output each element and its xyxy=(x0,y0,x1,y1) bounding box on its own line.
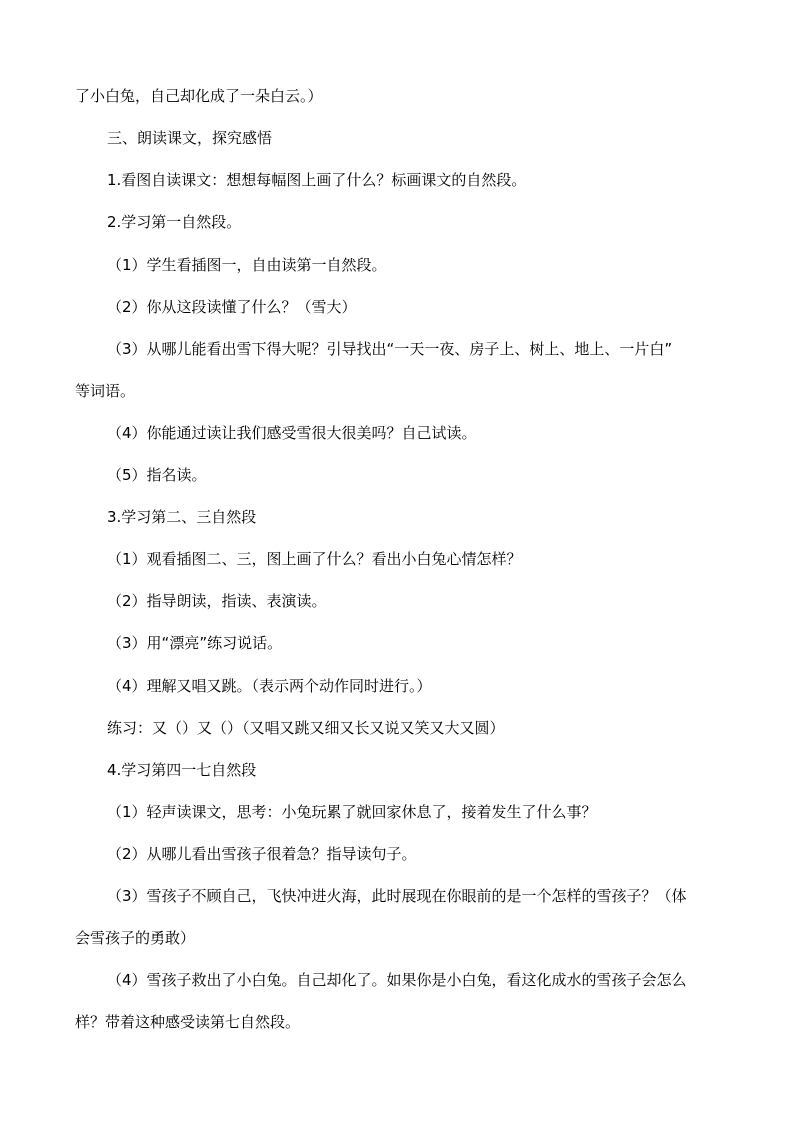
text-line: 了小白兔，自己却化成了一朵白云。） xyxy=(75,87,323,105)
text-line: （1）轻声读课文，思考：小兔玩累了就回家休息了，接着发生了什么事？ xyxy=(107,803,597,821)
text-line: （3）雪孩子不顾自己，飞快冲进火海，此时展现在你眼前的是一个怎样的雪孩子？（体 xyxy=(107,887,687,905)
text-line: （3）从哪儿能看出雪下得大呢？引导找出“一天一夜、房子上、树上、地上、一片白” xyxy=(107,340,673,358)
text-line: （2）从哪儿看出雪孩子很着急？指导读句子。 xyxy=(107,845,417,863)
exercise-line: 练习：又（）又（）（又唱又跳又细又长又说又笑又大又圆） xyxy=(107,719,505,737)
text-line: （2）指导朗读，指读、表演读。 xyxy=(107,592,327,610)
text-line: （2）你从这段读懂了什么？（雪大） xyxy=(107,298,357,316)
subsection-heading: 3.学习第二、三自然段 xyxy=(107,508,257,526)
text-line: （4）理解又唱又跳。（表示两个动作同时进行。） xyxy=(107,677,432,695)
text-line: （1）观看插图二、三，图上画了什么？看出小白兔心情怎样？ xyxy=(107,550,522,568)
text-line: 样？带着这种感受读第七自然段。 xyxy=(75,1013,301,1031)
section-heading: 三、朗读课文，探究感悟 xyxy=(107,129,273,147)
subsection-heading: 4.学习第四一七自然段 xyxy=(107,761,257,779)
text-line: 会雪孩子的勇敢） xyxy=(75,929,196,947)
text-line: （4）雪孩子救出了小白兔。自己却化了。如果你是小白兔，看这化成水的雪孩子会怎么 xyxy=(107,971,687,989)
subsection-heading: 2.学习第一自然段。 xyxy=(107,213,242,231)
text-line: （5）指名读。 xyxy=(107,466,207,484)
text-line: （3）用“漂亮”练习说话。 xyxy=(107,634,283,652)
text-line: （4）你能通过读让我们感受雪很大很美吗？自己试读。 xyxy=(107,424,477,442)
text-line: 等词语。 xyxy=(75,382,136,400)
text-line: （1）学生看插图一，自由读第一自然段。 xyxy=(107,256,387,274)
text-line: 1.看图自读课文：想想每幅图上画了什么？标画课文的自然段。 xyxy=(107,171,527,189)
